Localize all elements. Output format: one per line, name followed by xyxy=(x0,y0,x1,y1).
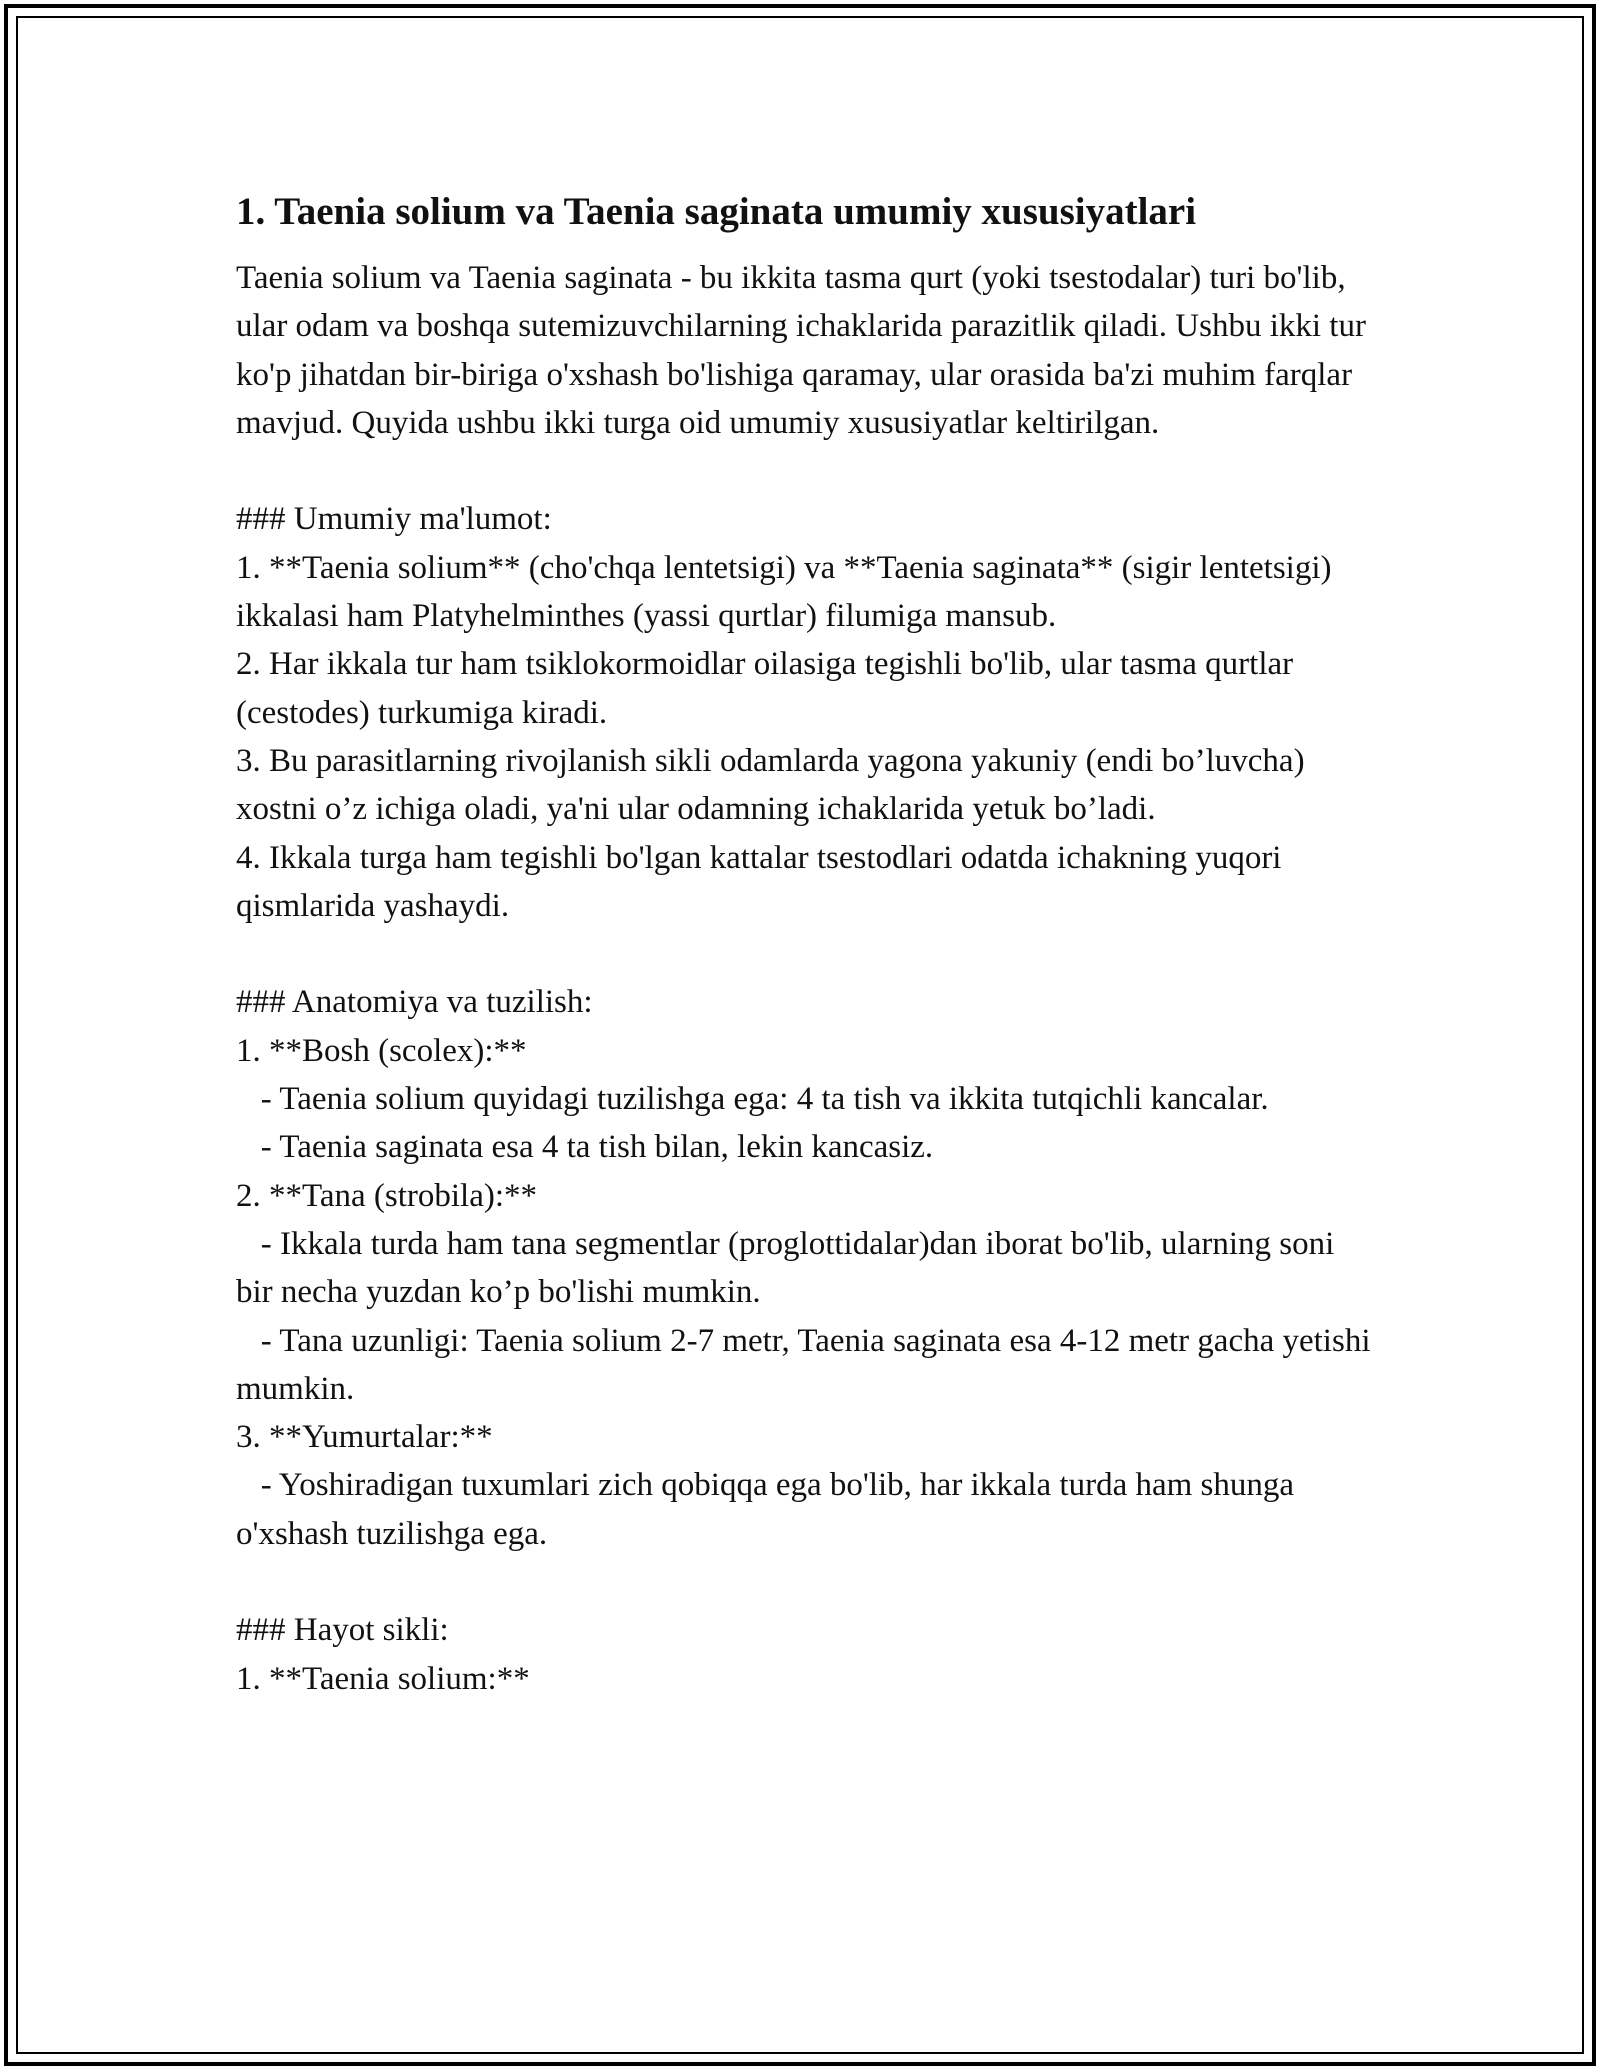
list-item: 4. Ikkala turga ham tegishli bo'lgan kattalar tsestodlari odatda ichakning yuqori qismlarida yashaydi. xyxy=(236,839,1290,924)
section-heading-anatomy: ### Anatomiya va tuzilish: xyxy=(236,984,593,1021)
section-heading-life-cycle: ### Hayot sikli: xyxy=(236,1612,449,1649)
list-item: 1. **Taenia solium** (cho'chqa lentetsigi) va **Taenia saginata** (sigir lentetsigi) ikkalasi ham Platyhelminthes (yassi qurtlar) filumiga mansub. xyxy=(236,549,1340,635)
document-body xyxy=(236,186,1379,1703)
list-item: - Yoshiradigan tuxumlari zich qobiqqa ega bo'lib, har ikkala turda ham shunga o'xshash tuzilishga ega. xyxy=(236,1467,1303,1552)
list-item: - Taenia solium quyidagi tuzilishga ega: 4 ta tish va ikkita tutqichli kancalar. xyxy=(236,1081,1269,1118)
list-item: - Ikkala turda ham tana segmentlar (proglottidalar)dan iborat bo'lib, ularning soni bir necha yuzdan ko’p bo'lishi mumkin. xyxy=(236,1225,1343,1311)
list-item: 3. **Yumurtalar:** xyxy=(236,1419,493,1456)
list-item: 2. **Tana (strobila):** xyxy=(236,1177,538,1214)
document-title: 1. Taenia solium va Taenia saginata umumiy xususiyatlari xyxy=(236,190,1197,233)
spacer xyxy=(236,930,1376,978)
spacer xyxy=(236,1558,1376,1606)
list-item: - Tana uzunligi: Taenia solium 2-7 metr, Taenia saginata esa 4-12 metr gacha yetishi mumkin. xyxy=(236,1322,1379,1407)
list-item: 1. **Bosh (scolex):** xyxy=(236,1032,527,1069)
intro-paragraph: Taenia solium va Taenia saginata - bu ikkita tasma qurt (yoki tsestodalar) turi bo'lib, ular odam va boshqa sutemizuvchilarning ichaklarida parazitlik qiladi. Ushbu ikki tur ko'p jihatdan bir-biriga o'xshash bo'lishiga qaramay, ular orasida ba'zi muhim farqlar mavjud. Quyida ushbu ikki turga oid umumiy xususiyatlar keltirilgan. xyxy=(236,260,1375,441)
list-item: 3. Bu parasitlarning rivojlanish sikli odamlarda yagona yakuniy (endi bo’luvcha) xostni o’z ichiga oladi, ya'ni ular odamning ichaklarida yetuk bo’ladi. xyxy=(236,742,1313,828)
list-item: - Taenia saginata esa 4 ta tish bilan, lekin kancasiz. xyxy=(236,1129,934,1166)
spacer xyxy=(236,447,1376,495)
section-heading-general-info: ### Umumiy ma'lumot: xyxy=(236,501,552,538)
list-item: 1. **Taenia solium:** xyxy=(236,1660,530,1697)
list-item: 2. Har ikkala tur ham tsiklokormoidlar oilasiga tegishli bo'lib, ular tasma qurtlar (cestodes) turkumiga kiradi. xyxy=(236,646,1302,731)
